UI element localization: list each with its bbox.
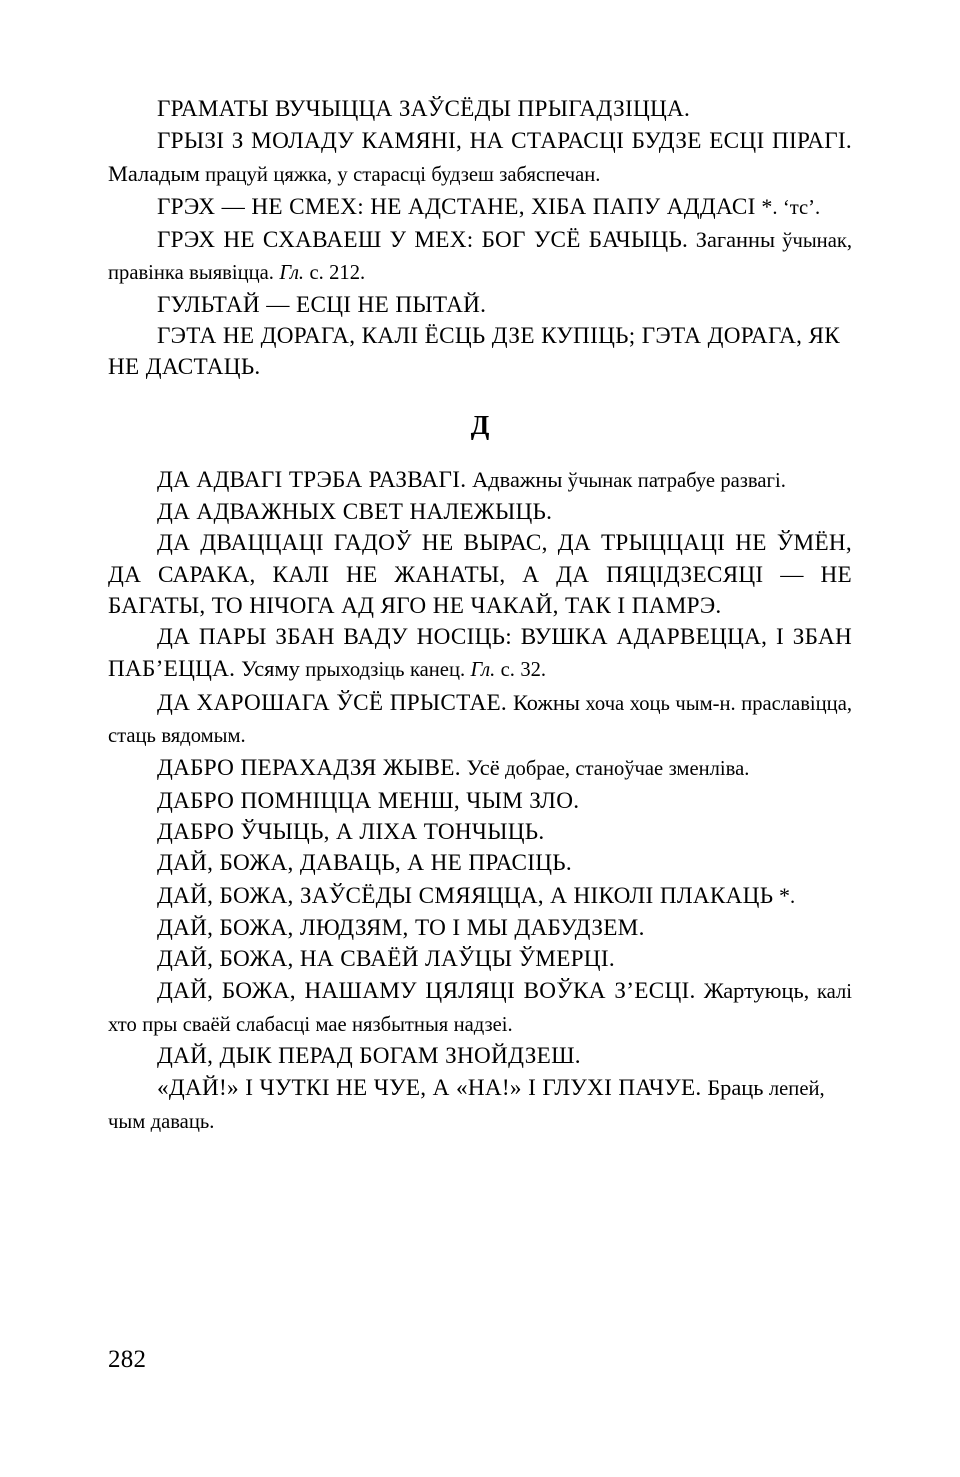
proverb-headword: ДАБРО ЎЧЫЦЬ, А ЛІХА ТОНЧЫЦЬ. xyxy=(157,818,545,845)
page-text-column xyxy=(108,94,852,1138)
proverb-entry xyxy=(108,975,852,1041)
proverb-headword: ДАБРО ПЕРАХАДЗЯ ЖЫВЕ. xyxy=(157,755,461,782)
proverb-gloss: . ‘тс’. xyxy=(772,196,821,219)
cross-reference-page: с. 32. xyxy=(495,659,547,682)
proverb-entry xyxy=(108,94,852,125)
proverb-entry xyxy=(108,786,852,817)
proverb-gloss: працуй цяжка, у старасці будзеш забяспечан. xyxy=(199,163,601,186)
proverb-gloss: добрае, станоўчае зменліва. xyxy=(499,758,750,781)
proverb-gloss-lead: Усяму xyxy=(235,656,300,682)
proverb-headword: «ДАЙ!» І ЧУТКІ НЕ ЧУЕ, А «НА!» І ГЛУХІ ПАЧУЕ. xyxy=(157,1075,702,1102)
proverb-headword: ДАЙ, ДЫК ПЕРАД БОГАМ ЗНОЙДЗЕШ. xyxy=(157,1043,581,1070)
proverb-headword: ГРАМАТЫ ВУЧЫЦЦА ЗАЎСЁДЫ ПРЫГАДЗІЦЦА. xyxy=(157,96,691,122)
proverb-gloss-lead: Жартуюць, xyxy=(695,978,810,1004)
proverb-entry xyxy=(108,528,852,622)
entry-group-before-section xyxy=(108,94,852,384)
footnote-asterisk: * xyxy=(755,193,773,219)
proverb-entry xyxy=(108,1072,852,1138)
proverb-gloss: прыходзіць канец. xyxy=(299,659,471,682)
proverb-entry xyxy=(108,1041,852,1072)
proverb-headword: ГРЫЗІ З МОЛАДУ КАМЯНІ, НА СТАРАСЦІ БУДЗЕ ЕСЦІ ПІРАГІ. xyxy=(157,128,852,155)
proverb-headword: ГУЛЬТАЙ — ЕСЦІ НЕ ПЫТАЙ. xyxy=(157,291,487,318)
proverb-gloss: калі хто пры сваёй слабасці мае нязбытныя надзеі. xyxy=(108,981,852,1036)
proverb-gloss: лепей, чым даваць. xyxy=(108,1078,825,1133)
proverb-entry xyxy=(108,913,852,944)
proverb-headword: ДА ХАРОШАГА ЎСЁ ПРЫСТАЕ. xyxy=(157,689,507,716)
proverb-gloss: ўчынак, правінка выявіцца. xyxy=(108,230,852,285)
proverb-entry xyxy=(108,880,852,913)
proverb-gloss-lead: Браць xyxy=(701,1075,764,1101)
proverb-entry xyxy=(108,944,852,975)
cross-reference-label: Гл. xyxy=(470,659,496,682)
proverb-entry xyxy=(108,752,852,785)
proverb-entry xyxy=(108,497,852,528)
proverb-headword: ДАЙ, БОЖА, ДАВАЦЬ, А НЕ ПРАСІЦЬ. xyxy=(157,850,572,877)
proverb-gloss: ўчынак патрабуе развагі. xyxy=(562,469,786,492)
proverb-headword: ГЭТА НЕ ДОРАГА, КАЛІ ЁСЦЬ ДЗЕ КУПІЦЬ; ГЭТА ДОРАГА, ЯК НЕ ДАСТАЦЬ. xyxy=(108,323,841,381)
proverb-gloss: хоча хоць чым-н. праславіцца, стаць вядомым. xyxy=(108,692,852,748)
cross-reference-page: с. 212. xyxy=(304,262,366,285)
proverb-headword: ДАЙ, БОЖА, ЗАЎСЁДЫ СМЯЯЦЦА, А НІКОЛІ ПЛАКАЦЬ xyxy=(157,882,774,909)
proverb-entry xyxy=(108,125,852,191)
proverb-headword: ДА АДВАЖНЫХ СВЕТ НАЛЕЖЫЦЬ. xyxy=(157,498,553,525)
cross-reference-label: Гл. xyxy=(279,262,305,285)
proverb-gloss-lead: Адважны xyxy=(466,466,563,492)
proverb-headword: ДА АДВАГІ ТРЭБА РАЗВАГІ. xyxy=(157,466,467,493)
proverb-headword: ДАЙ, БОЖА, НАШАМУ ЦЯЛЯЦІ ВОЎКА З’ЕСЦІ. xyxy=(157,978,696,1005)
entry-group-after-section xyxy=(108,464,852,1138)
proverb-entry xyxy=(108,464,852,497)
proverb-headword: ГРЭХ — НЕ СМЕХ: НЕ АДСТАНЕ, ХІБА ПАПУ АДДАСІ xyxy=(157,193,756,220)
proverb-headword: ДАБРО ПОМНІЦЦА МЕНШ, ЧЫМ ЗЛО. xyxy=(157,787,580,814)
proverb-entry xyxy=(108,817,852,848)
proverb-entry xyxy=(108,848,852,879)
proverb-gloss-lead: Заганны xyxy=(688,227,776,253)
footnote-asterisk: * xyxy=(773,882,791,908)
proverb-headword: ГРЭХ НЕ СХАВАЕШ У МЕХ: БОГ УСЁ БАЧЫЦЬ. xyxy=(157,227,689,254)
proverb-entry xyxy=(108,290,852,321)
proverb-entry xyxy=(108,224,852,290)
proverb-headword: ДА ПАРЫ ЗБАН ВАДУ НОСІЦЬ: ВУШКА АДАРВЕЦЦА, І ЗБАН ПАБ’ЕЦЦА. xyxy=(108,624,852,683)
proverb-entry xyxy=(108,687,852,753)
proverb-headword: ДАЙ, БОЖА, ЛЮДЗЯМ, ТО І МЫ ДАБУДЗЕМ. xyxy=(157,914,645,941)
proverb-gloss: . xyxy=(790,885,796,908)
proverb-headword: ДАЙ, БОЖА, НА СВАЁЙ ЛАЎЦЫ ЎМЕРЦІ. xyxy=(157,946,615,973)
proverb-entry xyxy=(108,191,852,224)
section-letter-heading: Д xyxy=(470,409,490,440)
proverb-gloss-lead: Маладым xyxy=(108,160,200,186)
page-number: 282 xyxy=(108,1346,147,1373)
proverb-headword: ДА ДВАЦЦАЦІ ГАДОЎ НЕ ВЫРАС, ДА ТРЫЦЦАЦІ НЕ ЎМЁН, ДА САРАКА, КАЛІ НЕ ЖАНАТЫ, А ДА ПЯЦІДЗЕСЯЦІ — НЕ БАГАТЫ, ТО НІЧОГА АД ЯГО НЕ ЧАКАЙ, ТАК І ПАМРЭ. xyxy=(108,530,852,619)
proverb-gloss-lead: Усё xyxy=(460,755,500,781)
proverb-entry xyxy=(108,321,852,384)
proverb-entry xyxy=(108,622,852,687)
proverb-gloss-lead: Кожны xyxy=(506,689,580,715)
